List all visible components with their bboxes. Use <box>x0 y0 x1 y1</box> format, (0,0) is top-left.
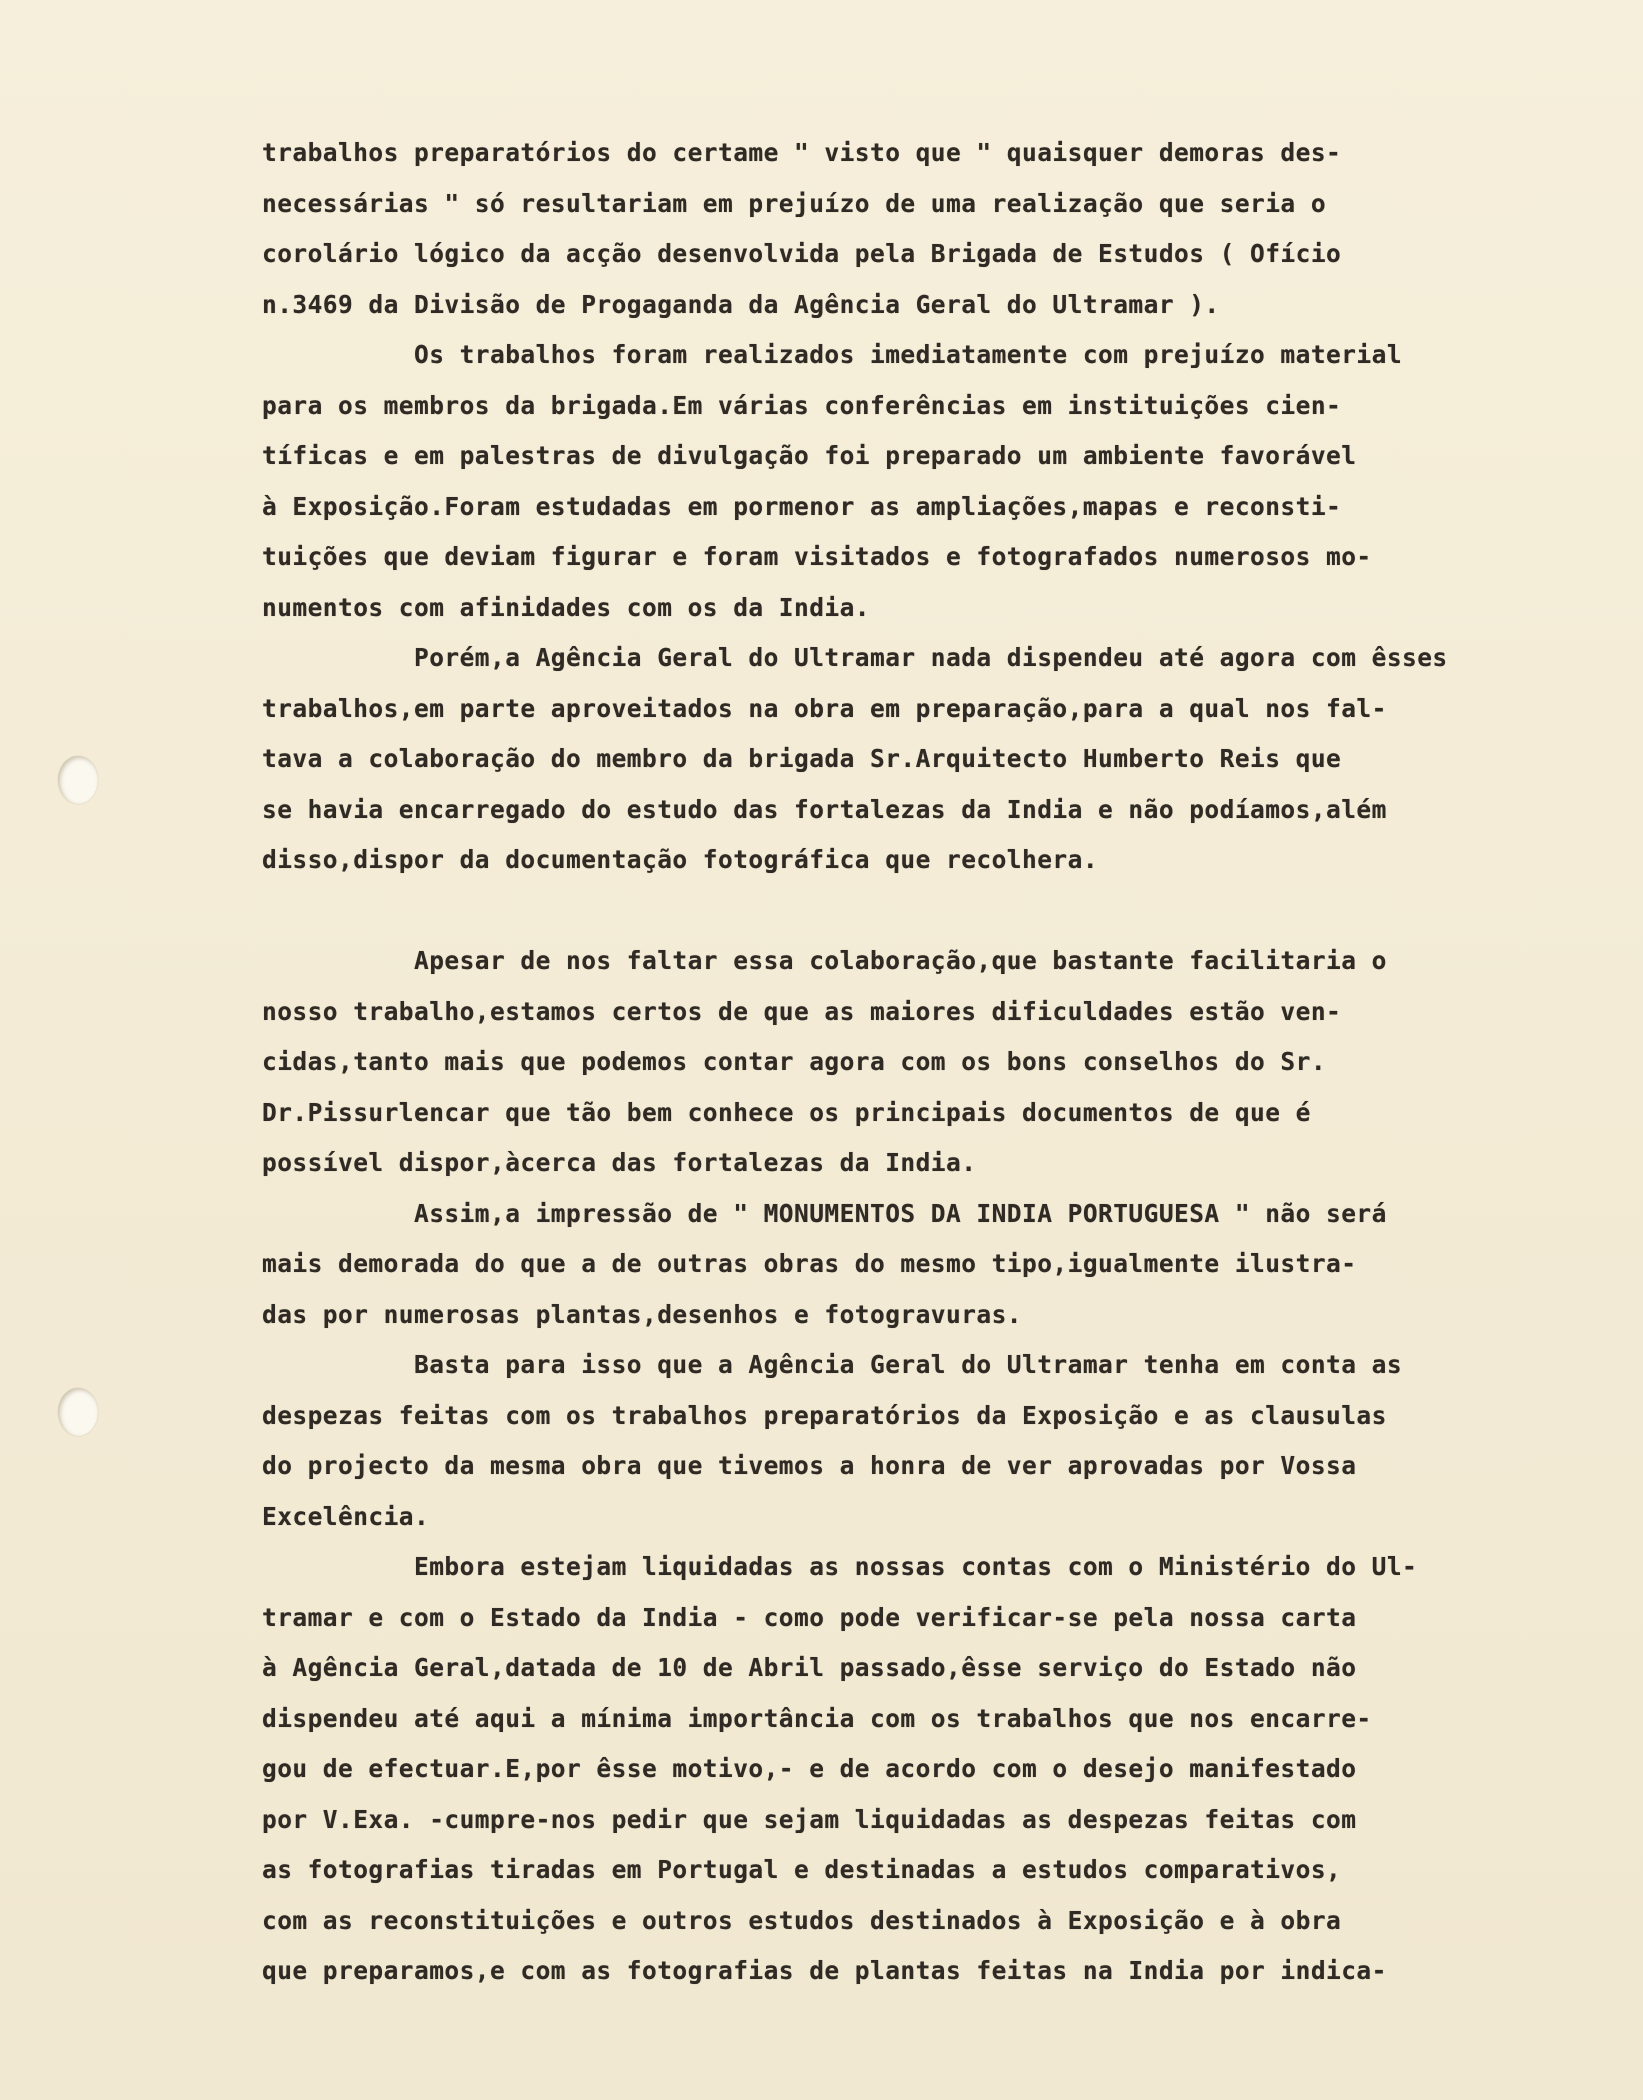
text-line: Os trabalhos foram realizados imediatamente com prejuízo material <box>262 340 1403 369</box>
text-line: Porém,a Agência Geral do Ultramar nada dispendeu até agora com êsses <box>262 643 1448 672</box>
punch-hole-upper <box>58 756 98 804</box>
letter-body <box>262 128 1502 1997</box>
text-line: tramar e com o Estado da India - como pode verificar-se pela nossa carta <box>262 1602 1357 1632</box>
text-line: tuições que deviam figurar e foram visitados e fotografados numerosos mo- <box>262 542 1372 571</box>
text-line: para os membros da brigada.Em várias conferências em instituições cien- <box>262 390 1342 420</box>
text-line: Assim,a impressão de " MONUMENTOS DA INDIA PORTUGUESA " não será <box>262 1198 1387 1228</box>
text-line: do projecto da mesma obra que tivemos a honra de ver aprovadas por Vossa <box>262 1451 1357 1480</box>
text-line: cidas,tanto mais que podemos contar agora com os bons conselhos do Sr. <box>262 1047 1327 1076</box>
text-line: que preparamos,e com as fotografias de plantas feitas na India por indica- <box>262 1956 1387 1985</box>
text-line: corolário lógico da acção desenvolvida pela Brigada de Estudos ( Ofício <box>262 239 1342 268</box>
text-line: mais demorada do que a de outras obras do mesmo tipo,igualmente ilustra- <box>262 1249 1357 1278</box>
text-line: despezas feitas com os trabalhos preparatórios da Exposição e as clausulas <box>262 1400 1387 1430</box>
text-line: numentos com afinidades com os da India. <box>262 592 871 622</box>
text-line: nosso trabalho,estamos certos de que as maiores dificuldades estão ven- <box>262 996 1342 1026</box>
text-line: Apesar de nos faltar essa colaboração,que bastante facilitaria o <box>262 946 1387 975</box>
text-line: com as reconstituições e outros estudos destinados à Exposição e à obra <box>262 1905 1342 1935</box>
text-line: à Agência Geral,datada de 10 de Abril passado,êsse serviço do Estado não <box>262 1653 1357 1682</box>
text-line: disso,dispor da documentação fotográfica que recolhera. <box>262 845 1099 874</box>
text-line: à Exposição.Foram estudadas em pormenor as ampliações,mapas e reconsti- <box>262 491 1342 521</box>
text-line: trabalhos preparatórios do certame " visto que " quaisquer demoras des- <box>262 138 1342 167</box>
text-line: Basta para isso que a Agência Geral do Ultramar tenha em conta as <box>262 1350 1403 1379</box>
text-line: tíficas e em palestras de divulgação foi preparado um ambiente favorável <box>262 441 1357 470</box>
text-line: das por numerosas plantas,desenhos e fotogravuras. <box>262 1299 1023 1329</box>
text-line: possível dispor,àcerca das fortalezas da India. <box>262 1148 977 1177</box>
punch-hole-lower <box>58 1388 98 1436</box>
paragraph-gap <box>262 886 1502 937</box>
text-line: Dr.Pissurlencar que tão bem conhece os principais documentos de que é <box>262 1097 1311 1127</box>
text-line: necessárias " só resultariam em prejuízo de uma realização que seria o <box>262 188 1327 218</box>
text-line: Excelência. <box>262 1501 430 1531</box>
text-line: gou de efectuar.E,por êsse motivo,- e de acordo com o desejo manifestado <box>262 1754 1357 1783</box>
text-line: se havia encarregado do estudo das fortalezas da India e não podíamos,além <box>262 794 1387 824</box>
text-line: n.3469 da Divisão de Progaganda da Agência Geral do Ultramar ). <box>262 289 1220 319</box>
text-line: Embora estejam liquidadas as nossas contas com o Ministério do Ul- <box>262 1552 1418 1581</box>
text-line: trabalhos,em parte aproveitados na obra em preparação,para a qual nos fal- <box>262 693 1387 723</box>
text-line: dispendeu até aqui a mínima importância com os trabalhos que nos encarre- <box>262 1703 1372 1733</box>
text-line: por V.Exa. -cumpre-nos pedir que sejam liquidadas as despezas feitas com <box>262 1804 1357 1834</box>
text-line: tava a colaboração do membro da brigada Sr.Arquitecto Humberto Reis que <box>262 744 1342 773</box>
text-line: as fotografias tiradas em Portugal e destinadas a estudos comparativos, <box>262 1855 1342 1884</box>
